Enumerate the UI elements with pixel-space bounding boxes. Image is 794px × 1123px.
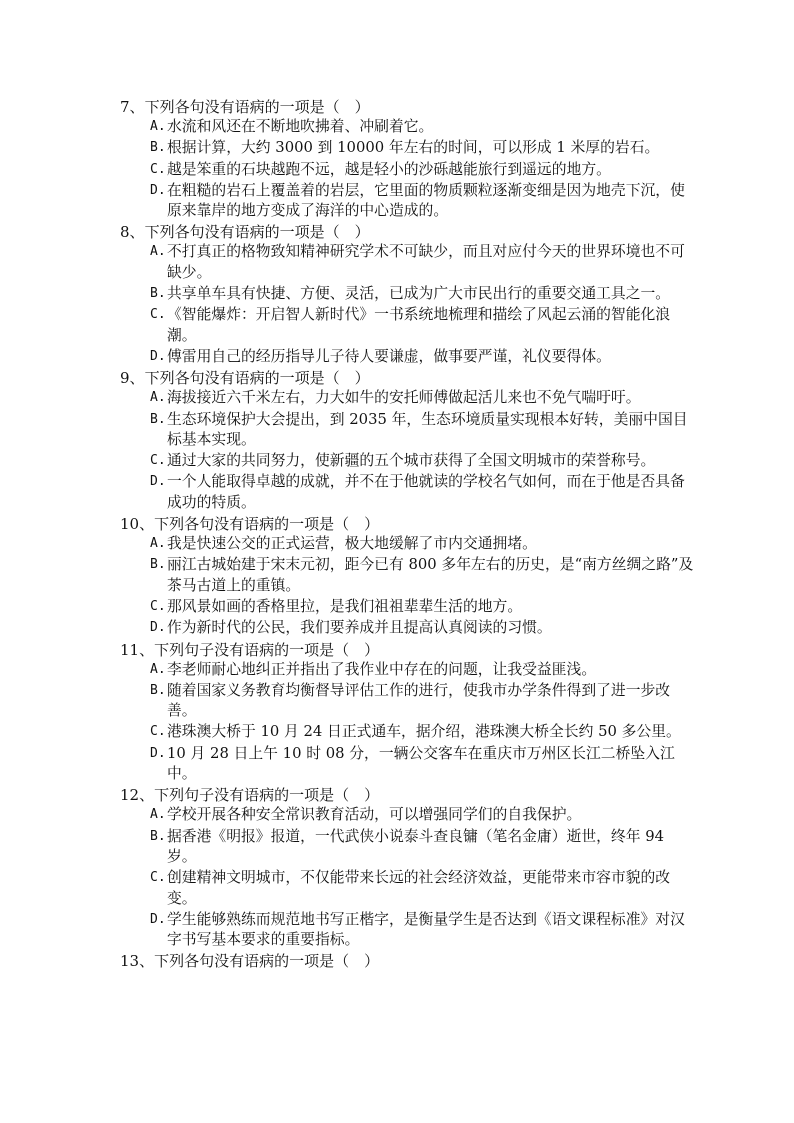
answer-option bbox=[150, 744, 695, 785]
answer-option bbox=[150, 555, 695, 596]
question-stem bbox=[120, 97, 695, 117]
question-block bbox=[120, 951, 695, 971]
question-separator: 、 bbox=[129, 369, 145, 388]
option-letter: A. bbox=[150, 807, 166, 823]
option-text: 海拔接近六千米左右，力大如牛的安托师傅做起活儿来也不免气喘吁吁。 bbox=[167, 389, 641, 407]
question-text: 下列句子没有语病的一项是（ ） bbox=[154, 640, 380, 659]
option-text: 那风景如画的香格里拉，是我们祖祖辈辈生活的地方。 bbox=[167, 597, 523, 615]
question-block bbox=[120, 97, 695, 221]
option-text: 在粗糙的岩石上覆盖着的岩层，它里面的物质颗粒逐渐变细是因为地壳下沉，使原来靠岸的地方变成了海洋的中心造成的。 bbox=[167, 181, 685, 220]
answer-option bbox=[150, 242, 695, 283]
question-number: 11 bbox=[120, 640, 140, 659]
option-letter: A. bbox=[150, 661, 166, 677]
question-number: 7 bbox=[120, 98, 130, 116]
option-letter: C. bbox=[150, 870, 166, 886]
option-letter: D. bbox=[150, 620, 166, 636]
option-text: 据香港《明报》报道，一代武侠小说泰斗查良镛（笔名金庸）逝世，终年 94 岁。 bbox=[167, 827, 665, 865]
option-text: 学生能够熟练而规范地书写正楷字，是衡量学生是否达到《语文课程标准》对汉字书写基本要求的重要指标。 bbox=[167, 910, 685, 949]
option-text: 傅雷用自己的经历指导儿子待人要谦虚，做事要严谨，礼仪要得体。 bbox=[167, 347, 611, 365]
question-separator: 、 bbox=[129, 98, 145, 116]
option-text: 越是笨重的石块越跑不远，越是轻小的沙砾越能旅行到遥远的地方。 bbox=[167, 160, 611, 178]
answer-option bbox=[150, 410, 695, 451]
option-text: 共享单车具有快捷、方便、灵活，已成为广大市民出行的重要交通工具之一。 bbox=[167, 285, 671, 303]
question-separator: 、 bbox=[139, 952, 155, 971]
question-number: 13 bbox=[120, 952, 140, 971]
question-block bbox=[120, 368, 695, 513]
option-text: 港珠澳大桥于 10 月 24 日正式通车，据介绍，港珠澳大桥全长约 50 多公里。 bbox=[167, 723, 681, 741]
question-text: 下列各句没有语病的一项是（ ） bbox=[154, 515, 380, 534]
question-number: 9 bbox=[120, 369, 130, 388]
option-letter: C. bbox=[150, 453, 166, 469]
question-text: 下列各句没有语病的一项是（ ） bbox=[144, 369, 370, 388]
option-text: 随着国家义务教育均衡督导评估工作的进行，使我市办学条件得到了进一步改善。 bbox=[167, 681, 671, 720]
question-separator: 、 bbox=[139, 515, 155, 534]
option-letter: B. bbox=[150, 828, 166, 844]
answer-option bbox=[150, 181, 695, 222]
answer-option bbox=[150, 472, 695, 513]
question-separator: 、 bbox=[129, 223, 145, 242]
answer-option bbox=[150, 681, 695, 722]
answer-option bbox=[150, 534, 695, 554]
option-letter: A. bbox=[150, 390, 166, 406]
answer-option bbox=[150, 660, 695, 680]
answer-option bbox=[150, 388, 695, 408]
answer-option bbox=[150, 722, 695, 742]
question-stem bbox=[120, 368, 695, 388]
question-stem bbox=[120, 222, 695, 242]
question-text: 下列各句没有语病的一项是（ ） bbox=[144, 223, 370, 242]
question-block bbox=[120, 640, 695, 785]
option-letter: A. bbox=[150, 119, 166, 134]
option-text: 生态环境保护大会提出，到 2035 年，生态环境质量实现根本好转，美丽中国目标基本实现。 bbox=[167, 410, 688, 448]
option-text: 《智能爆炸：开启智人新时代》一书系统地梳理和描绘了风起云涌的智能化浪潮。 bbox=[167, 306, 671, 344]
answer-option bbox=[150, 868, 695, 909]
option-letter: B. bbox=[150, 557, 166, 573]
option-text: 创建精神文明城市，不仅能带来长远的社会经济效益，更能带来市容市貌的改变。 bbox=[167, 869, 671, 907]
answer-option bbox=[150, 805, 695, 825]
answer-option bbox=[150, 117, 695, 137]
option-text: 10 月 28 日上午 10 时 08 分，一辆公交客车在重庆市万州区长江二桥坠入江中。 bbox=[167, 744, 675, 783]
question-number: 8 bbox=[120, 223, 130, 242]
option-letter: B. bbox=[150, 140, 166, 156]
option-text: 李老师耐心地纠正并指出了我作业中存在的问题，让我受益匪浅。 bbox=[167, 660, 597, 678]
option-letter: A. bbox=[150, 536, 166, 552]
answer-option bbox=[150, 284, 695, 304]
option-text: 通过大家的共同努力，使新疆的五个城市获得了全国文明城市的荣誉称号。 bbox=[167, 452, 656, 470]
option-letter: B. bbox=[150, 411, 166, 427]
question-stem bbox=[120, 785, 695, 805]
answer-option bbox=[150, 305, 695, 346]
option-letter: A. bbox=[150, 244, 166, 260]
option-text: 学校开展各种安全常识教育活动，可以增强同学们的自我保护。 bbox=[167, 806, 582, 824]
option-letter: B. bbox=[150, 682, 166, 698]
option-letter: C. bbox=[150, 598, 166, 614]
option-letter: B. bbox=[150, 286, 166, 302]
answer-option bbox=[150, 827, 695, 868]
answer-option bbox=[150, 160, 695, 180]
question-number: 12 bbox=[120, 786, 140, 805]
answer-option bbox=[150, 347, 695, 367]
question-separator: 、 bbox=[139, 786, 155, 805]
option-letter: D. bbox=[150, 474, 166, 490]
question-list bbox=[120, 97, 695, 971]
answer-option bbox=[150, 451, 695, 471]
option-letter: C. bbox=[150, 307, 166, 323]
answer-option bbox=[150, 910, 695, 951]
option-letter: D. bbox=[150, 348, 166, 364]
answer-option bbox=[150, 597, 695, 617]
question-text: 下列各句没有语病的一项是（ ） bbox=[154, 952, 380, 971]
option-letter: D. bbox=[150, 911, 166, 927]
question-stem bbox=[120, 951, 695, 971]
question-number: 10 bbox=[120, 515, 140, 534]
option-text: 我是快速公交的正式运营，极大地缓解了市内交通拥堵。 bbox=[167, 535, 537, 553]
question-text: 下列句子没有语病的一项是（ ） bbox=[154, 786, 380, 805]
question-stem bbox=[120, 514, 695, 534]
option-letter: C. bbox=[150, 161, 166, 177]
question-block bbox=[120, 514, 695, 638]
option-text: 根据计算，大约 3000 到 10000 年左右的时间，可以形成 1 米厚的岩石。 bbox=[167, 139, 660, 157]
option-letter: C. bbox=[150, 724, 166, 740]
option-text: 作为新时代的公民，我们要养成并且提高认真阅读的习惯。 bbox=[167, 619, 552, 637]
question-separator: 、 bbox=[139, 640, 155, 659]
question-stem bbox=[120, 640, 695, 660]
option-letter: D. bbox=[150, 182, 166, 198]
question-text: 下列各句没有语病的一项是（ ） bbox=[144, 98, 370, 116]
answer-option bbox=[150, 138, 695, 158]
question-block bbox=[120, 785, 695, 950]
option-letter: D. bbox=[150, 745, 166, 761]
option-text: 一个人能取得卓越的成就，并不在于他就读的学校名气如何，而在于他是否具备成功的特质。 bbox=[167, 473, 685, 511]
answer-option bbox=[150, 618, 695, 638]
option-text: 不打真正的格物致知精神研究学术不可缺少，而且对应付今天的世界环境也不可缺少。 bbox=[167, 243, 685, 281]
option-text: 水流和风还在不断地吹拂着、冲刷着它。 bbox=[167, 118, 434, 135]
option-text: 丽江古城始建于宋末元初，距今已有 800 多年左右的历史，是“南方丝绸之路”及茶马古道上的重镇。 bbox=[167, 556, 694, 594]
question-block bbox=[120, 222, 695, 367]
